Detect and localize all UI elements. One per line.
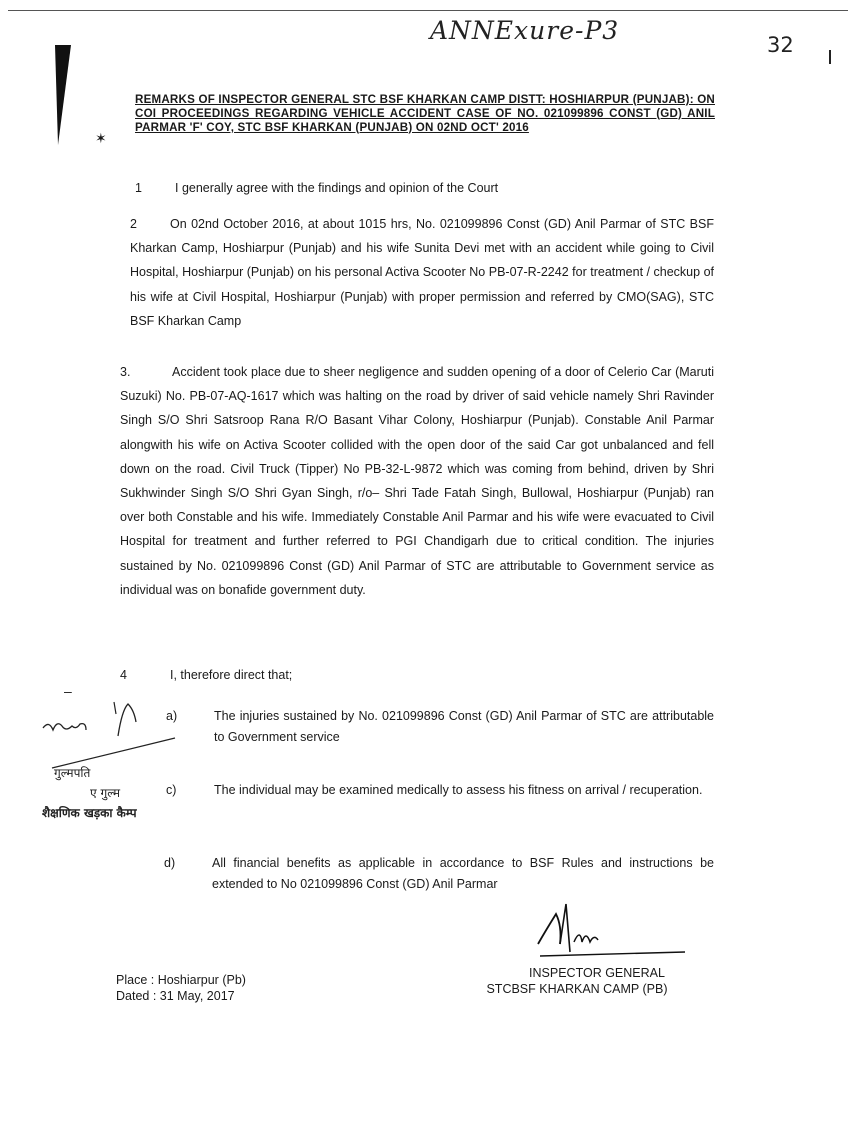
stamp-line-2: ए गुल्म [90, 786, 121, 800]
document-heading: REMARKS OF INSPECTOR GENERAL STC BSF KHARKAN CAMP DISTT: HOSHIARPUR (PUNJAB): ON COI PROCEEDINGS REGARDING VEHICLE ACCIDENT CASE OF NO. 021099896 CONST (GD) ANIL PARMAR 'F' COY, STC BSF KHARKAN (PUNJAB) ON 02ND OCT' 2016 [135, 93, 715, 134]
place-value: Hoshiarpur (Pb) [157, 973, 246, 987]
paragraph-text: I, therefore direct that; [170, 668, 293, 682]
paragraph-4 [120, 668, 292, 682]
hindi-rank-stamp [42, 763, 137, 823]
place-label: Place [116, 973, 148, 987]
top-border-line [8, 10, 848, 11]
paragraph-1 [135, 176, 715, 200]
inspector-general-signature [530, 898, 730, 968]
paragraph-3 [120, 360, 714, 602]
dated-label: Dated [116, 989, 150, 1003]
stamp-line-1: गुल्मपति [54, 766, 91, 780]
signatory-title: INSPECTOR GENERAL [529, 966, 665, 980]
paragraph-number: 4 [120, 668, 127, 682]
paragraph-text: On 02nd October 2016, at about 1015 hrs, No. 021099896 Const (GD) Anil Parmar of STC BSF Kharkan Camp, Hoshiarpur (Punjab) and his wife Sunita Devi met with an accident while going to Civil Hospital, Hoshiarpur (Punjab) on his personal Activa Scooter No PB-07-R-2242 for treatment / checkup of his wife at Civil Hospital, Hoshiarpur (Punjab) with proper permission and referred by CMO(SAG), STC BSF Kharkan Camp [130, 217, 714, 328]
paragraph-text: Accident took place due to sheer negligence and sudden opening of a door of Celerio Car (Maruti Suzuki) No. PB-07-AQ-1617 which was halting on the road by driver of said vehicle namely Shri Ravinder Singh S/O Shri Satsroop Rana R/O Basant Vihar Colony, Hoshiarpur (Punjab). Constable Anil Parmar alongwith his wife on Activa Scooter collided with the open door of the said Car got unbalanced and fell down on the road. Civil Truck (Tipper) No PB-32-L-9872 which was coming from behind, driven by Shri Sukhwinder Singh S/O Shri Gyan Singh, r/o– Shri Tade Fatah Singh, Bullowal, Hoshiarpur (Punjab) ran over both Constable and his wife. Immediately Constable Anil Parmar and his wife were evacuated to Civil Hospital for treatment and further referred to PGI Chandigarh due to critical condition. The injuries sustained by No. 021099896 Const (GD) Anil Parmar of STC are attributable to Government service as individual was on bonafide government duty. [120, 365, 714, 597]
place-date-block: Place : Hoshiarpur (Pb) Dated : 31 May, 2017 [116, 973, 246, 1003]
direction-label: d) [164, 856, 176, 870]
signatory-unit: STCBSF KHARKAN CAMP (PB) [486, 982, 668, 996]
paragraph-number: 1 [135, 181, 142, 195]
direction-text: The injuries sustained by No. 021099896 Const (GD) Anil Parmar of STC are attributable to Government service [214, 709, 714, 744]
page-number: 32 [767, 33, 794, 57]
handwritten-annexure-mark: ANNExure-P3 [430, 16, 620, 45]
margin-tick-mark [829, 50, 831, 64]
paragraph-2 [130, 212, 714, 333]
black-wedge-mark [55, 45, 85, 155]
paragraph-text: I generally agree with the findings and opinion of the Court [175, 181, 499, 195]
signatory-block [462, 965, 692, 997]
dated-value: 31 May, 2017 [159, 989, 235, 1003]
paragraph-number: 2 [130, 217, 137, 231]
direction-text: The individual may be examined medically to assess his fitness on arrival / recuperation. [214, 783, 703, 797]
direction-text: All financial benefits as applicable in accordance to BSF Rules and instructions be extended to No 021099896 Const (GD) Anil Parmar [212, 856, 714, 891]
paragraph-number: 3. [120, 365, 131, 379]
margin-dash-mark: – [64, 683, 72, 699]
stamp-line-3: शैक्षणिक खड़का कैम्प [42, 806, 137, 820]
direction-label: c) [166, 783, 177, 797]
scan-blot-mark: ✶ [95, 130, 107, 146]
direction-label: a) [166, 709, 178, 723]
